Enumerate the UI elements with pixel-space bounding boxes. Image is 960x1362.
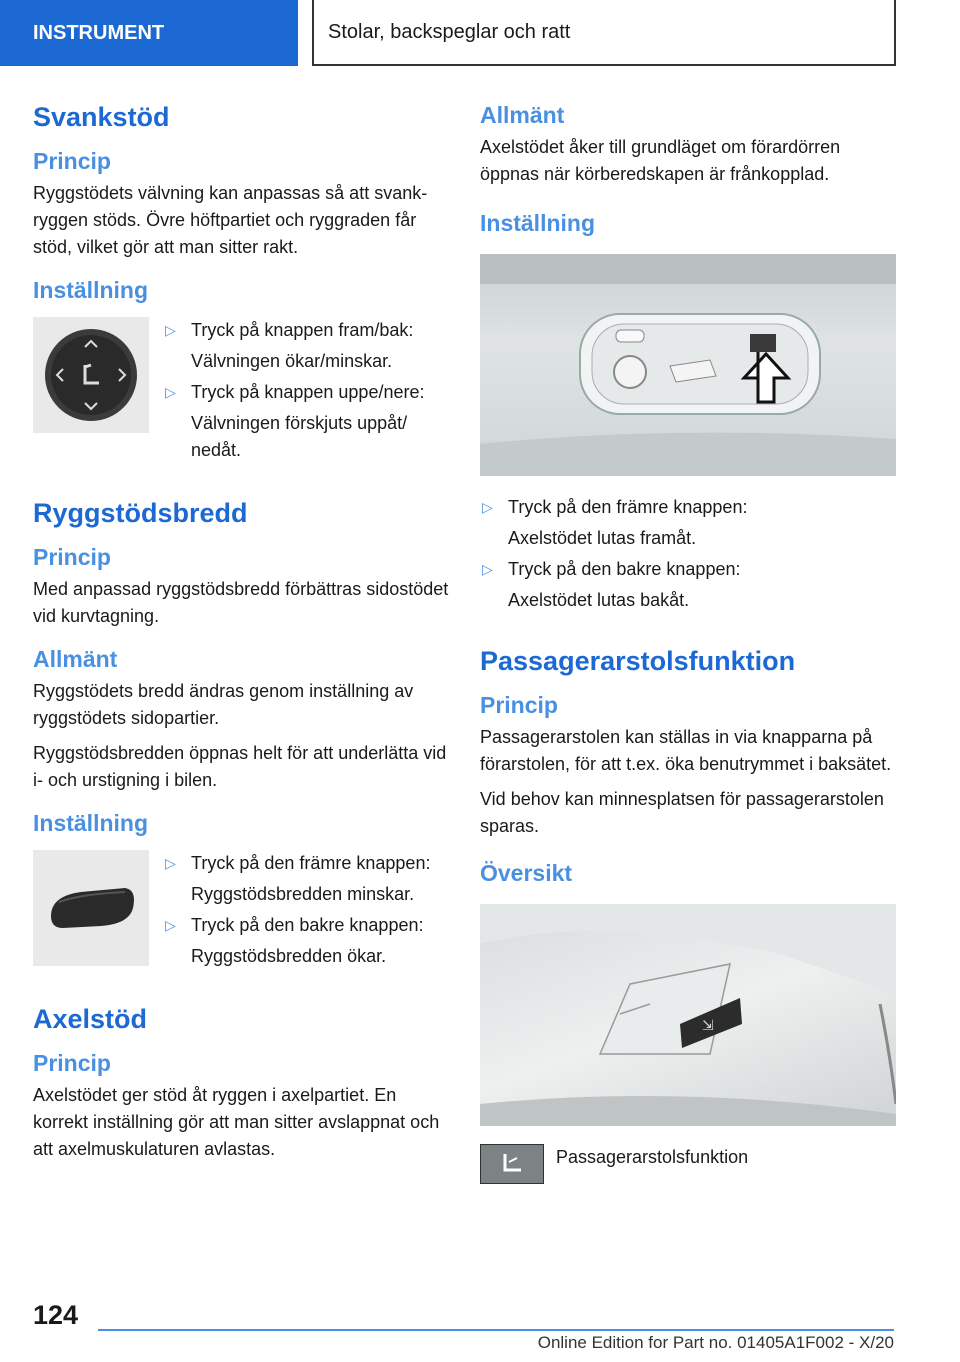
triangle-right-icon: ▷ [165, 384, 176, 400]
list-item [163, 379, 449, 464]
paragraph: Passagerarstolen kan ställas in via knapparna på förarstolen, för att t.ex. öka benutrymmet i baksätet. [480, 727, 892, 774]
step-result: Ryggstödsbredden ökar. [191, 946, 387, 966]
shoulder-button-illustration [480, 254, 896, 476]
setting-row [33, 850, 449, 974]
steps-list [480, 494, 896, 614]
legend-row [480, 1144, 896, 1184]
heading-axelstod: Axelstöd [33, 1004, 148, 1034]
passenger-seat-function-icon [480, 1144, 544, 1184]
section-tab: INSTRUMENT [0, 0, 298, 66]
steps-list [163, 850, 430, 974]
list-item [163, 317, 449, 375]
lumbar-control-image [33, 317, 149, 433]
setting-row [33, 317, 449, 468]
step-action: Tryck på den främre knappen: [191, 853, 431, 873]
width-control-image [33, 850, 149, 966]
paragraph: Ryggstödets välvning kan anpassas så att svankryggen stöds. Övre höftpartiet och ryggraden får stöd, vilket gör att man sitter rakt. [33, 183, 428, 257]
list-item [163, 850, 430, 908]
left-column [33, 100, 449, 1171]
step-action: Tryck på knappen fram/bak: [191, 320, 414, 340]
step-result: Axelstödet lutas bakåt. [508, 590, 690, 610]
heading-oversikt: Översikt [480, 860, 573, 886]
heading-princip: Princip [480, 692, 558, 718]
heading-princip: Princip [33, 1050, 111, 1076]
list-item [480, 556, 896, 614]
right-column [480, 100, 896, 1184]
heading-installning: Inställning [480, 210, 595, 236]
step-action: Tryck på den bakre knappen: [191, 915, 424, 935]
step-action: Tryck på den främre knappen: [508, 497, 748, 517]
step-result: Välvningen förskjuts uppåt/ nedåt. [191, 413, 408, 460]
paragraph: Ryggstödets bredd ändras genom inställning av ryggstödets sidopartier. [33, 681, 414, 728]
heading-installning: Inställning [33, 277, 148, 303]
heading-allmant: Allmänt [480, 102, 565, 128]
heading-installning: Inställning [33, 810, 148, 836]
triangle-right-icon: ▷ [165, 322, 176, 338]
heading-ryggstodsbredd: Ryggstödsbredd [33, 498, 248, 528]
heading-allmant: Allmänt [33, 646, 118, 672]
heading-princip: Princip [33, 544, 111, 570]
triangle-right-icon: ▷ [482, 499, 493, 515]
legend-label: Passagerarstolsfunktion [556, 1147, 749, 1167]
chapter-title-text: Stolar, backspeglar och ratt [328, 20, 571, 43]
paragraph: Ryggstödsbredden öppnas helt för att underlätta vid i- och urstigning i bilen. [33, 743, 447, 790]
paragraph: Med anpassad ryggstödsbredd förbättras sidostödet vid kurvtagning. [33, 579, 449, 626]
svg-text:⇲: ⇲ [702, 1018, 714, 1034]
triangle-right-icon: ▷ [482, 561, 493, 577]
steps-list [163, 317, 449, 468]
chapter-title [312, 0, 896, 66]
triangle-right-icon: ▷ [165, 917, 176, 933]
heading-passagerarstolsfunktion: Passagerarstolsfunktion [480, 646, 796, 676]
step-result: Ryggstödsbredden minskar. [191, 884, 415, 904]
seat-switch-photo [480, 254, 896, 476]
page-number: 124 [33, 1300, 79, 1330]
seat-icon [497, 1150, 527, 1178]
heading-princip: Princip [33, 148, 111, 174]
lumbar-knob-icon [41, 325, 141, 425]
step-result: Välvningen ökar/minskar. [191, 351, 393, 371]
step-result: Axelstödet lutas framåt. [508, 528, 697, 548]
footer-divider [98, 1329, 894, 1331]
step-action: Tryck på knappen uppe/nere: [191, 382, 425, 402]
paragraph: Axelstödet åker till grundläget om förardörren öppnas när körberedskapen är frånkopplad. [480, 137, 841, 184]
triangle-right-icon: ▷ [165, 855, 176, 871]
step-action: Tryck på den bakre knappen: [508, 559, 741, 579]
list-item [163, 912, 430, 970]
list-item [480, 494, 896, 552]
heading-svankstod: Svankstöd [33, 102, 170, 132]
width-button-icon [41, 878, 141, 938]
passenger-switch-photo [480, 904, 896, 1126]
paragraph: Axelstödet ger stöd åt ryggen i axelpartiet. En korrekt inställning gör att man sitter avslappnat och att axelmuskulaturen avlastas. [33, 1085, 440, 1159]
passenger-button-illustration [480, 904, 896, 1126]
footer-edition: Online Edition for Part no. 01405A1F002 - X/20 [537, 1333, 894, 1352]
paragraph: Vid behov kan minnesplatsen för passagerarstolen sparas. [480, 789, 884, 836]
